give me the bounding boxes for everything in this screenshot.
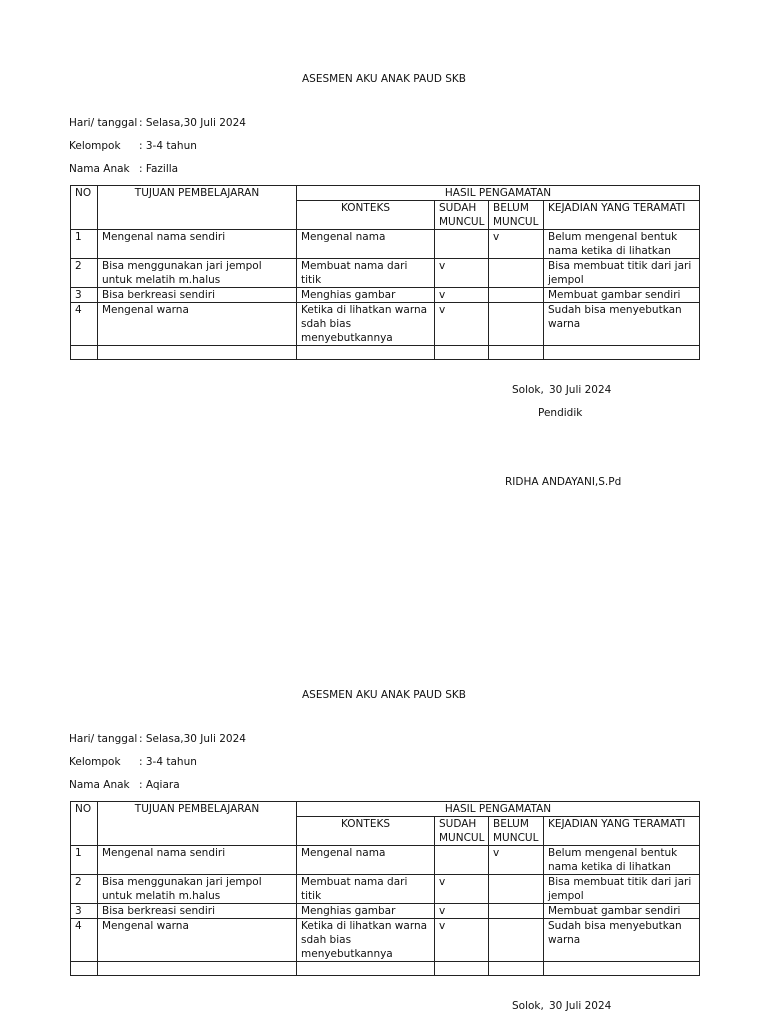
empty-cell (544, 346, 700, 360)
date-label: Hari/ tanggal (69, 117, 138, 129)
row-event: Bisa membuat titik dari jari jempol (544, 259, 700, 288)
child-name-row (69, 778, 180, 792)
row-context: Menghias gambar (297, 288, 435, 303)
row-context: Ketika di lihatkan warna sdah bias menyebutkannya (297, 303, 435, 346)
signature-place: Solok, (512, 1000, 544, 1012)
table-row (71, 846, 700, 875)
child-name-row (69, 162, 178, 176)
table-row (71, 230, 700, 259)
row-goal: Bisa berkreasi sendiri (98, 904, 297, 919)
row-context: Mengenal nama (297, 846, 435, 875)
empty-cell (489, 962, 544, 976)
empty-cell (297, 346, 435, 360)
group-row (69, 139, 197, 153)
row-not-yet: v (489, 230, 544, 259)
header-event: KEJADIAN YANG TERAMATI (544, 201, 700, 230)
table-row (71, 919, 700, 962)
row-no: 3 (71, 904, 98, 919)
table-row (71, 288, 700, 303)
document-title: ASESMEN AKU ANAK PAUD SKB (302, 689, 466, 701)
row-event: Sudah bisa menyebutkan warna (544, 919, 700, 962)
table-row-empty (71, 346, 700, 360)
header-observation: HASIL PENGAMATAN (297, 186, 700, 201)
header-context: KONTEKS (297, 201, 435, 230)
row-no: 3 (71, 288, 98, 303)
empty-cell (544, 962, 700, 976)
row-already: v (435, 288, 489, 303)
header-context: KONTEKS (297, 817, 435, 846)
child-name-label: Nama Anak (69, 779, 130, 791)
header-event: KEJADIAN YANG TERAMATI (544, 817, 700, 846)
signature-name: RIDHA ANDAYANI,S.Pd (505, 476, 622, 488)
child-name-label: Nama Anak (69, 163, 130, 175)
group-label: Kelompok (69, 140, 121, 152)
header-not-yet: BELUM MUNCUL (489, 201, 544, 230)
date-value: : Selasa,30 Juli 2024 (139, 117, 246, 129)
table-row (71, 303, 700, 346)
header-already: SUDAH MUNCUL (435, 817, 489, 846)
row-context: Mengenal nama (297, 230, 435, 259)
row-goal: Bisa menggunakan jari jempol untuk melatih m.halus (98, 259, 297, 288)
empty-cell (98, 962, 297, 976)
header-already: SUDAH MUNCUL (435, 201, 489, 230)
assessment-table (70, 185, 700, 360)
empty-cell (71, 346, 98, 360)
row-already (435, 230, 489, 259)
row-not-yet (489, 259, 544, 288)
date-row (69, 732, 246, 746)
row-already: v (435, 919, 489, 962)
table-header-row (71, 186, 700, 201)
row-already: v (435, 875, 489, 904)
row-no: 2 (71, 259, 98, 288)
row-context: Membuat nama dari titik (297, 259, 435, 288)
row-goal: Mengenal warna (98, 303, 297, 346)
signature-place: Solok, (512, 384, 544, 396)
empty-cell (435, 346, 489, 360)
signature-date: 30 Juli 2024 (549, 1000, 612, 1012)
row-no: 1 (71, 846, 98, 875)
group-value: : 3-4 tahun (139, 756, 197, 768)
document-title: ASESMEN AKU ANAK PAUD SKB (302, 73, 466, 85)
row-event: Membuat gambar sendiri (544, 904, 700, 919)
row-goal: Mengenal nama sendiri (98, 846, 297, 875)
header-goal: TUJUAN PEMBELAJARAN (98, 186, 297, 230)
header-no: NO (71, 186, 98, 230)
empty-cell (98, 346, 297, 360)
signature-date: 30 Juli 2024 (549, 384, 612, 396)
row-already: v (435, 259, 489, 288)
row-not-yet (489, 904, 544, 919)
row-no: 4 (71, 919, 98, 962)
empty-cell (489, 346, 544, 360)
date-row (69, 116, 246, 130)
empty-cell (71, 962, 98, 976)
table-header-row (71, 802, 700, 817)
child-name-value: : Fazilla (139, 163, 179, 175)
header-goal: TUJUAN PEMBELAJARAN (98, 802, 297, 846)
row-context: Membuat nama dari titik (297, 875, 435, 904)
table-row (71, 904, 700, 919)
row-not-yet: v (489, 846, 544, 875)
row-not-yet (489, 303, 544, 346)
table-row (71, 259, 700, 288)
row-event: Belum mengenal bentuk nama ketika di lihatkan (544, 230, 700, 259)
row-goal: Mengenal warna (98, 919, 297, 962)
empty-cell (297, 962, 435, 976)
row-context: Menghias gambar (297, 904, 435, 919)
header-not-yet: BELUM MUNCUL (489, 817, 544, 846)
row-already (435, 846, 489, 875)
row-event: Membuat gambar sendiri (544, 288, 700, 303)
row-not-yet (489, 288, 544, 303)
row-already: v (435, 303, 489, 346)
row-no: 1 (71, 230, 98, 259)
row-not-yet (489, 875, 544, 904)
child-name-value: : Aqiara (139, 779, 180, 791)
empty-cell (435, 962, 489, 976)
table-row (71, 875, 700, 904)
row-event: Bisa membuat titik dari jari jempol (544, 875, 700, 904)
row-event: Belum mengenal bentuk nama ketika di lihatkan (544, 846, 700, 875)
table-row-empty (71, 962, 700, 976)
row-no: 4 (71, 303, 98, 346)
row-goal: Bisa berkreasi sendiri (98, 288, 297, 303)
row-goal: Bisa menggunakan jari jempol untuk melatih m.halus (98, 875, 297, 904)
row-no: 2 (71, 875, 98, 904)
group-label: Kelompok (69, 756, 121, 768)
signature-role: Pendidik (538, 407, 583, 419)
row-already: v (435, 904, 489, 919)
row-goal: Mengenal nama sendiri (98, 230, 297, 259)
date-label: Hari/ tanggal (69, 733, 138, 745)
row-event: Sudah bisa menyebutkan warna (544, 303, 700, 346)
group-value: : 3-4 tahun (139, 140, 197, 152)
group-row (69, 755, 197, 769)
assessment-table (70, 801, 700, 976)
date-value: : Selasa,30 Juli 2024 (139, 733, 246, 745)
row-context: Ketika di lihatkan warna sdah bias menyebutkannya (297, 919, 435, 962)
header-no: NO (71, 802, 98, 846)
header-observation: HASIL PENGAMATAN (297, 802, 700, 817)
row-not-yet (489, 919, 544, 962)
